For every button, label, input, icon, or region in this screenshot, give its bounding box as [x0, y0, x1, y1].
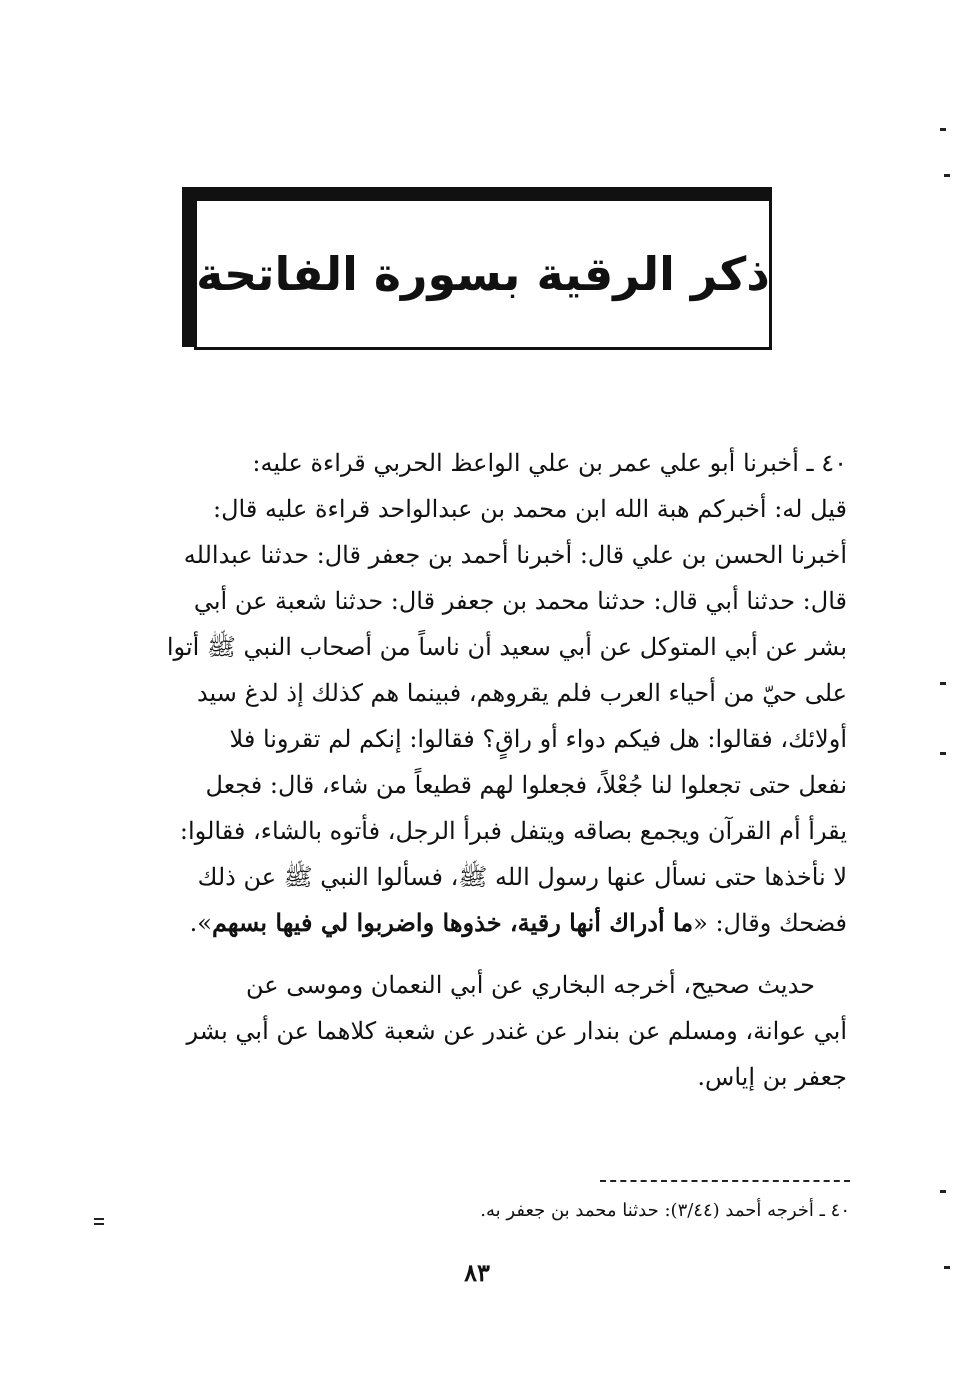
scan-mark — [944, 1266, 950, 1269]
hadith-line: أخبرنا الحسن بن علي قال: أخبرنا أحمد بن جعفر قال: حدثنا عبدالله — [183, 541, 847, 569]
hadith-line: على حيّ من أحياء العرب فلم يقروهم، فبينما هم كذلك إذ لدغ سيد — [196, 679, 847, 707]
hadith-last-line-suffix: ». — [189, 909, 212, 937]
scan-mark — [94, 1218, 104, 1220]
prophet-quote: ما أدراك أنها رقية، خذوها واضربوا لي فيها بسهم — [211, 908, 694, 937]
title-box — [194, 198, 772, 350]
takhrij-line: حديث صحيح، أخرجه البخاري عن أبي النعمان وموسى عن — [245, 971, 815, 999]
hadith-line: يقرأ أم القرآن ويجمع بصاقه ويتفل فبرأ الرجل، فأتوه بالشاء، فقالوا: — [179, 817, 847, 845]
hadith-line: ٤٠ ـ أخبرنا أبو علي عمر بن علي الواعظ الحربي قراءة عليه: — [252, 449, 847, 477]
takhrij-line: جعفر بن إياس. — [697, 1063, 847, 1091]
hadith-last-line — [105, 900, 847, 946]
hadith-line: نفعل حتى تجعلوا لنا جُعْلاً، فجعلوا لهم قطيعاً من شاء، قال: فجعل — [205, 771, 847, 799]
scan-mark — [940, 682, 946, 685]
takhrij-paragraph — [105, 962, 847, 1100]
page-number: ٨٣ — [464, 1258, 490, 1287]
chapter-title: ذكر الرقية بسورة الفاتحة — [196, 247, 770, 301]
hadith-line: بشر عن أبي المتوكل عن أبي سعيد أن ناساً من أصحاب النبي ﷺ أتوا — [166, 633, 847, 661]
hadith-line: لا نأخذها حتى نسأل عنها رسول الله ﷺ، فسألوا النبي ﷺ عن ذلك — [197, 863, 847, 891]
hadith-line: أولائك، فقالوا: هل فيكم دواء أو راقٍ؟ فقالوا: إنكم لم تقرونا فلا — [229, 725, 847, 753]
footnote: ٤٠ ـ أخرجه أحمد (٣/٤٤): حدثنا محمد بن جعفر به. — [480, 1200, 850, 1221]
hadith-paragraph — [105, 440, 847, 946]
scan-mark — [940, 1190, 946, 1193]
takhrij-line: أبي عوانة، ومسلم عن بندار عن غندر عن شعبة كلاهما عن أبي بشر — [186, 1017, 847, 1045]
scan-mark — [944, 174, 950, 177]
scan-mark — [940, 752, 946, 755]
hadith-line: قال: حدثنا أبي قال: حدثنا محمد بن جعفر قال: حدثنا شعبة عن أبي — [193, 587, 847, 615]
hadith-last-line-prefix: فضحك وقال: « — [693, 909, 847, 937]
hadith-line: قيل له: أخبركم هبة الله ابن محمد بن عبدالواحد قراءة عليه قال: — [213, 495, 847, 523]
footnote-separator — [600, 1180, 850, 1182]
scan-mark — [940, 128, 946, 131]
scan-mark — [94, 1223, 104, 1225]
